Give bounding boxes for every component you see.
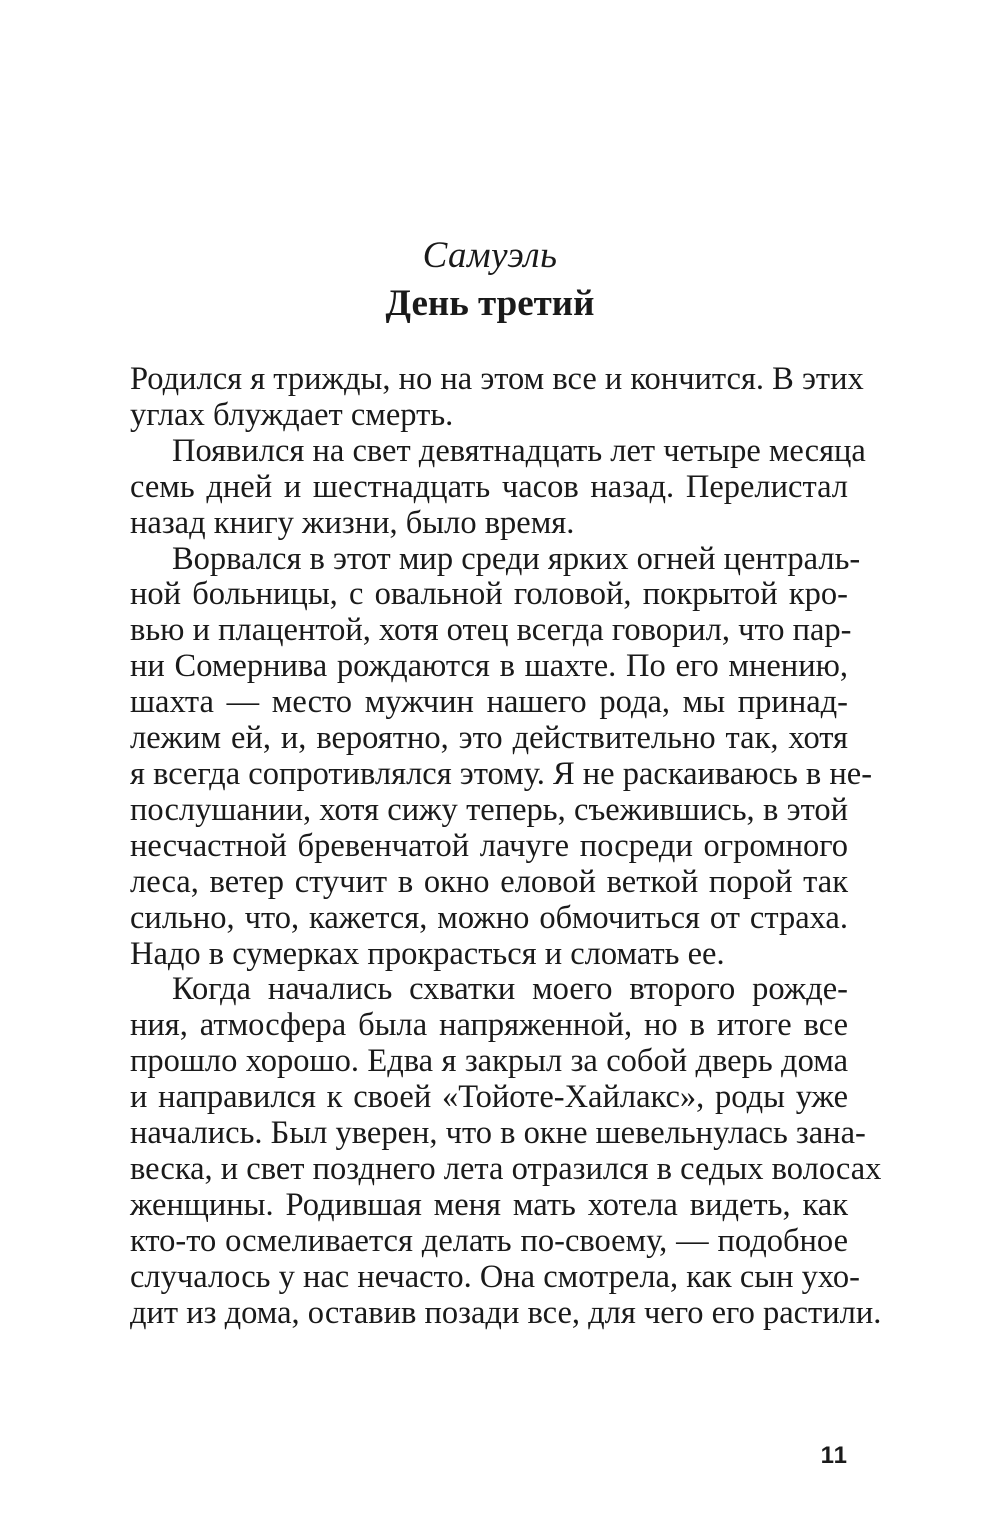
paragraph xyxy=(130,361,864,434)
paragraph xyxy=(130,540,873,973)
text-line: леса, ветер стучит в окно еловой веткой порой так xyxy=(130,863,848,900)
text-line: послушании, хотя сижу теперь, съежившись, в этой xyxy=(130,791,848,828)
text-line: ния, атмосфера была напряженной, но в итоге все xyxy=(130,1007,848,1044)
text-line: я всегда сопротивлялся этому. Я не раскаиваюсь в не- xyxy=(130,755,873,792)
text-line: Ворвался в этот мир среди ярких огней централь- xyxy=(172,540,861,577)
chapter-character-name: Самуэль xyxy=(422,235,558,276)
text-line: сильно, что, кажется, можно обмочиться от страха. xyxy=(130,899,848,936)
text-line: несчастной бревенчатой лачуге посреди огромного xyxy=(130,827,848,864)
text-line: углах блуждает смерть. xyxy=(130,396,454,433)
text-line: семь дней и шестнадцать часов назад. Перелистал xyxy=(130,468,848,505)
paragraph xyxy=(130,432,866,542)
body-text xyxy=(130,361,882,1331)
text-line: веска, и свет позднего лета отразился в седых волосах xyxy=(130,1150,882,1187)
paragraph xyxy=(130,971,882,1331)
text-line: и направился к своей «Тойоте-Хайлакс», роды уже xyxy=(130,1079,848,1116)
text-line: шахта — место мужчин нашего рода, мы принад- xyxy=(130,684,848,721)
page-number: 11 xyxy=(820,1442,848,1469)
chapter-day-title: День третий xyxy=(385,283,595,324)
text-line: Родился я трижды, но на этом все и кончится. В этих xyxy=(130,361,864,397)
text-line: ни Сомернива рождаются в шахте. По его мнению, xyxy=(130,648,848,685)
text-line: назад книгу жизни, было время. xyxy=(130,504,575,541)
text-line: Надо в сумерках прокрасться и сломать ее. xyxy=(130,935,725,972)
text-line: вью и плацентой, хотя отец всегда говорил, что пар- xyxy=(130,612,852,649)
text-line: Когда начались схватки моего второго рожде- xyxy=(172,971,848,1008)
text-line: кто-то осмеливается делать по-своему, — подобное xyxy=(130,1222,848,1259)
text-line: женщины. Родившая меня мать хотела видеть, как xyxy=(130,1186,848,1223)
text-line: начались. Был уверен, что в окне шевельнулась зана- xyxy=(130,1115,866,1152)
chapter-heading xyxy=(130,232,850,328)
text-line: лежим ей, и, вероятно, это действительно так, хотя xyxy=(130,720,848,757)
text-line: случалось у нас нечасто. Она смотрела, как сын ухо- xyxy=(130,1258,860,1295)
text-line: Появился на свет девятнадцать лет четыре месяца xyxy=(172,432,866,469)
text-line: ной больницы, с овальной головой, покрытой кро- xyxy=(130,576,848,613)
text-line: дит из дома, оставив позади все, для чего его растили. xyxy=(130,1294,882,1331)
text-line: прошло хорошо. Едва я закрыл за собой дверь дома xyxy=(130,1043,848,1080)
